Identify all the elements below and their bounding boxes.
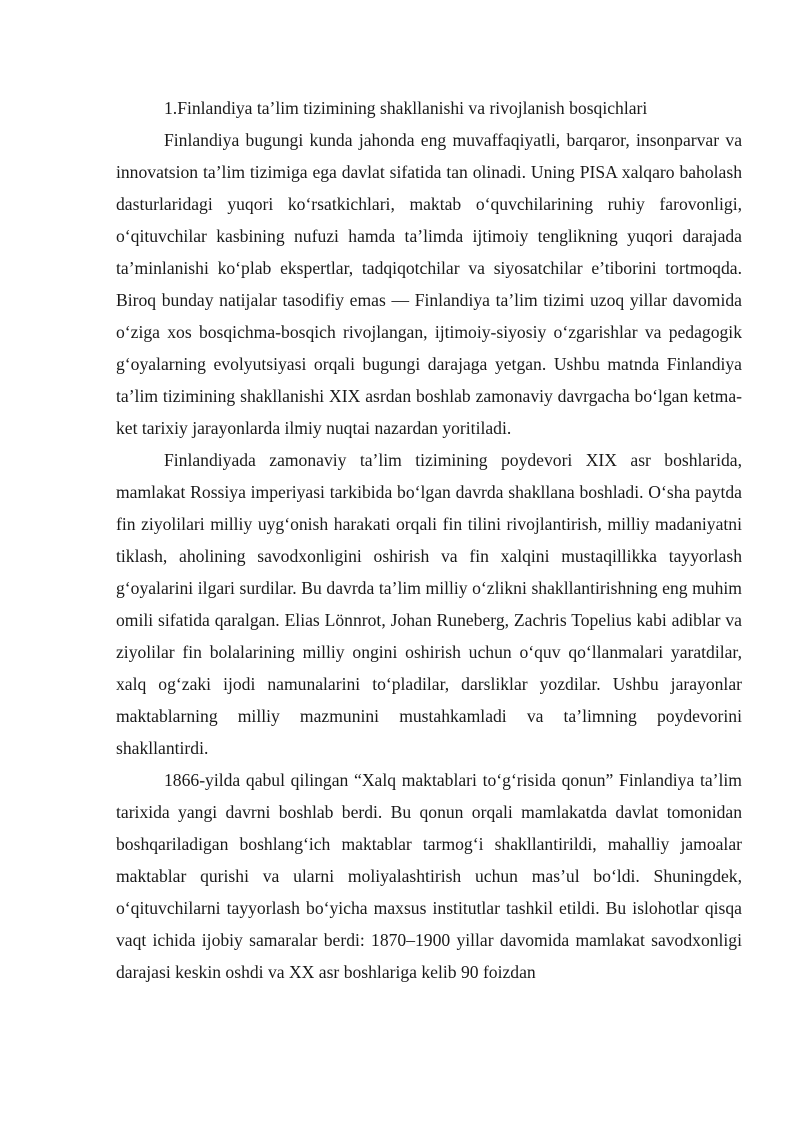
paragraph-2: Finlandiyada zamonaviy ta’lim tizimining poydevori XIX asr boshlarida, mamlakat Rossiya imperiyasi tarkibida bo‘lgan davrda shakllana boshladi. O‘sha paytda fin ziyolilari milliy uyg‘onish harakati orqali fin tilini rivojlantirish, milliy madaniyatni tiklash, aholining savodxonligini oshirish va fin xalqini mustaqillikka tayyorlash g‘oyalarini ilgari surdilar. Bu davrda ta’lim milliy o‘zlikni shakllantirishning eng muhim omili sifatida qaralgan. Elias Lönnrot, Johan Runeberg, Zachris Topelius kabi adiblar va ziyolilar fin bolalarining milliy ongini oshirish uchun o‘quv qo‘llanmalari yaratdilar, xalq og‘zaki ijodi namunalarini to‘pladilar, darsliklar yozdilar. Ushbu jarayonlar maktablarning milliy mazmunini mustahkamladi va ta’limning poydevorini shakllantirdi.: [116, 450, 742, 758]
paragraph-1: Finlandiya bugungi kunda jahonda eng muvaffaqiyatli, barqaror, insonparvar va innovatsion ta’lim tizimiga ega davlat sifatida tan olinadi. Uning PISA xalqaro baholash dasturlaridagi yuqori ko‘rsatkichlari, maktab o‘quvchilarining ruhiy farovonligi, o‘qituvchilar kasbining nufuzi hamda ta’limda ijtimoiy tenglikning yuqori darajada ta’minlanishi ko‘plab ekspertlar, tadqiqotchilar va siyosatchilar e’tiborini tortmoqda. Biroq bunday natijalar tasodifiy emas — Finlandiya ta’lim tizimi uzoq yillar davomida o‘ziga xos bosqichma-bosqich rivojlangan, ijtimoiy-siyosiy o‘zgarishlar va pedagogik g‘oyalarning evolyutsiyasi orqali bugungi darajaga yetgan. Ushbu matnda Finlandiya ta’lim tizimining shakllanishi XIX asrdan boshlab zamonaviy davrgacha bo‘lgan ketma-ket tarixiy jarayonlarda ilmiy nuqtai nazardan yoritiladi.: [116, 130, 742, 438]
paragraph-3: 1866-yilda qabul qilingan “Xalq maktablari to‘g‘risida qonun” Finlandiya ta’lim tarixida yangi davrni boshlab berdi. Bu qonun orqali mamlakatda davlat tomonidan boshqariladigan boshlang‘ich maktablar tarmog‘i shakllantirildi, mahalliy jamoalar maktablar qurishi va ularni moliyalashtirish uchun mas’ul bo‘ldi. Shuningdek, o‘qituvchilarni tayyorlash bo‘yicha maxsus institutlar tashkil etildi. Bu islohotlar qisqa vaqt ichida ijobiy samaralar berdi: 1870–1900 yillar davomida mamlakat savodxonligi darajasi keskin oshdi va XX asr boshlariga kelib 90 foizdan: [116, 770, 742, 982]
section-heading: 1.Finlandiya ta’lim tizimining shakllanishi va rivojlanish bosqichlari: [164, 98, 648, 118]
document-body: [116, 92, 742, 988]
